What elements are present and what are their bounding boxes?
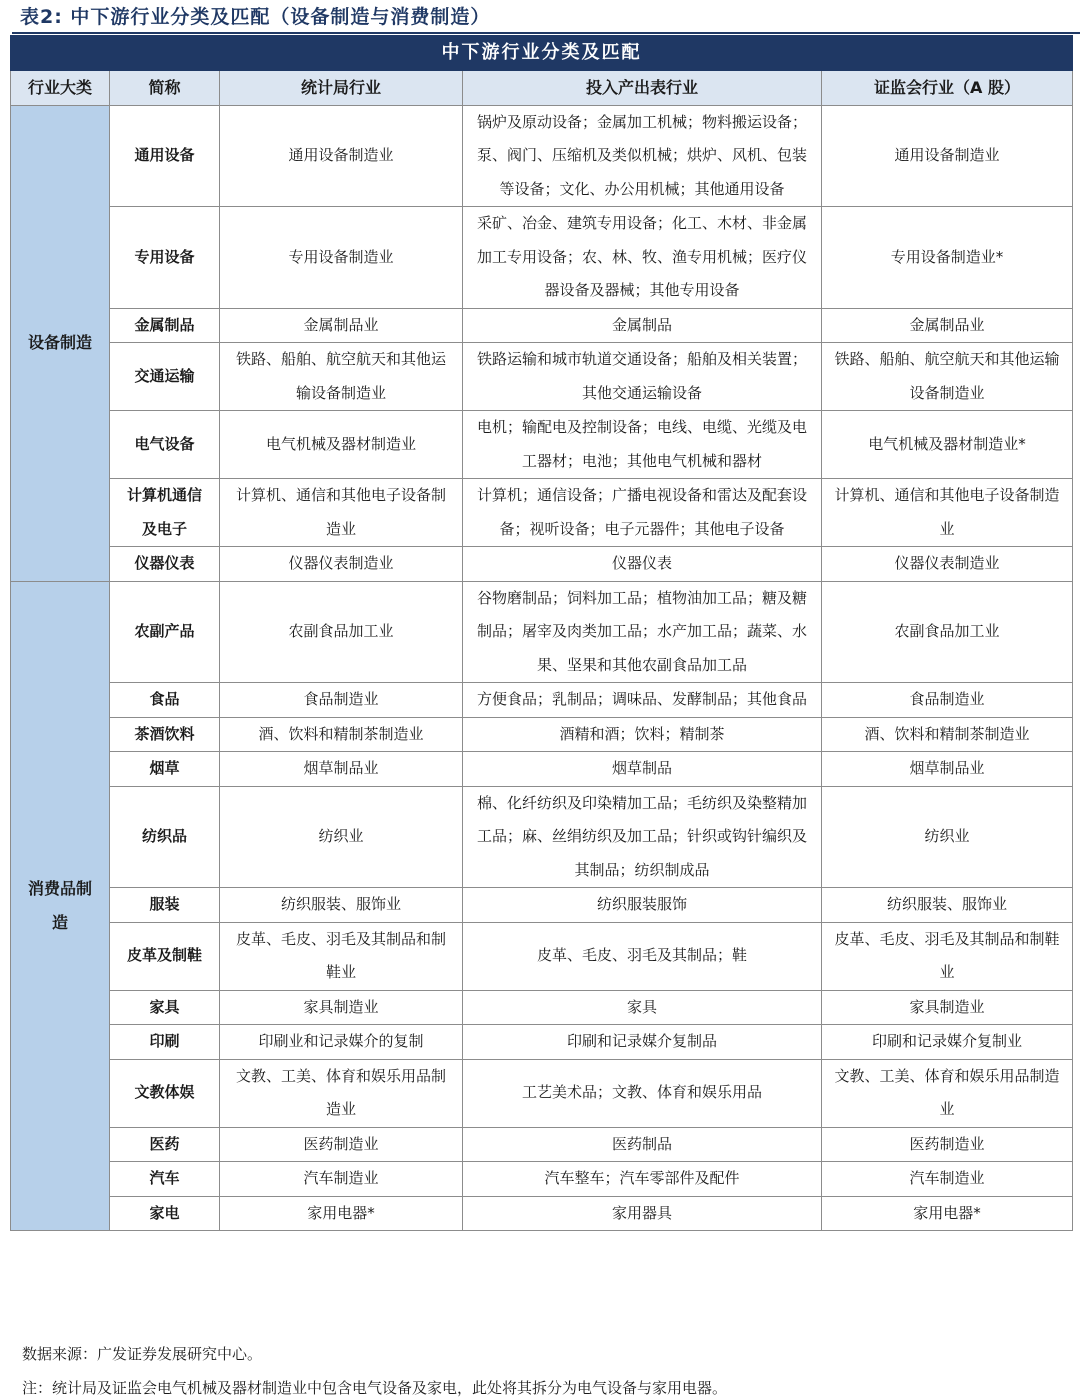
industry-matching-table xyxy=(10,35,1073,1231)
io-industry-cell: 铁路运输和城市轨道交通设备；船舶及相关装置；其他交通运输设备 xyxy=(463,343,822,411)
io-industry-cell: 印刷和记录媒介复制品 xyxy=(463,1025,822,1060)
stat-industry-cell: 家用电器* xyxy=(220,1196,463,1231)
table-row xyxy=(11,1025,1073,1060)
stat-industry-cell: 印刷业和记录媒介的复制 xyxy=(220,1025,463,1060)
abbr-cell: 电气设备 xyxy=(110,411,220,479)
table-row xyxy=(11,888,1073,923)
abbr-cell: 汽车 xyxy=(110,1162,220,1197)
table-row xyxy=(11,1127,1073,1162)
stat-industry-cell: 家具制造业 xyxy=(220,990,463,1025)
csrc-industry-cell: 皮革、毛皮、羽毛及其制品和制鞋业 xyxy=(822,922,1073,990)
stat-industry-cell: 铁路、船舶、航空航天和其他运输设备制造业 xyxy=(220,343,463,411)
table-row xyxy=(11,786,1073,888)
table-row xyxy=(11,683,1073,718)
csrc-industry-cell: 烟草制品业 xyxy=(822,752,1073,787)
category-cell: 设备制造 xyxy=(11,105,110,581)
io-industry-cell: 采矿、冶金、建筑专用设备；化工、木材、非金属加工专用设备；农、林、牧、渔专用机械；医疗仪器设备及器械；其他专用设备 xyxy=(463,207,822,309)
table-row xyxy=(11,752,1073,787)
csrc-industry-cell: 仪器仪表制造业 xyxy=(822,547,1073,582)
table-row xyxy=(11,479,1073,547)
io-industry-cell: 仪器仪表 xyxy=(463,547,822,582)
csrc-industry-cell: 金属制品业 xyxy=(822,308,1073,343)
csrc-industry-cell: 家具制造业 xyxy=(822,990,1073,1025)
csrc-industry-cell: 酒、饮料和精制茶制造业 xyxy=(822,717,1073,752)
header-csrc-industry: 证监会行业（A 股） xyxy=(822,70,1073,105)
abbr-cell: 交通运输 xyxy=(110,343,220,411)
stat-industry-cell: 医药制造业 xyxy=(220,1127,463,1162)
table-row xyxy=(11,717,1073,752)
header-abbr: 简称 xyxy=(110,70,220,105)
stat-industry-cell: 皮革、毛皮、羽毛及其制品和制鞋业 xyxy=(220,922,463,990)
csrc-industry-cell: 通用设备制造业 xyxy=(822,105,1073,207)
table-row xyxy=(11,207,1073,309)
table-body xyxy=(11,105,1073,1231)
table-caption: 表2: 中下游行业分类及匹配（设备制造与消费制造） xyxy=(20,6,491,28)
abbr-cell: 通用设备 xyxy=(110,105,220,207)
category-cell: 消费品制造 xyxy=(11,581,110,1231)
table-row xyxy=(11,343,1073,411)
io-industry-cell: 计算机；通信设备；广播电视设备和雷达及配套设备；视听设备；电子元器件；其他电子设备 xyxy=(463,479,822,547)
header-stat-industry: 统计局行业 xyxy=(220,70,463,105)
abbr-cell: 专用设备 xyxy=(110,207,220,309)
io-industry-cell: 皮革、毛皮、羽毛及其制品；鞋 xyxy=(463,922,822,990)
stat-industry-cell: 专用设备制造业 xyxy=(220,207,463,309)
stat-industry-cell: 酒、饮料和精制茶制造业 xyxy=(220,717,463,752)
abbr-cell: 仪器仪表 xyxy=(110,547,220,582)
table-row xyxy=(11,922,1073,990)
table-row xyxy=(11,411,1073,479)
io-industry-cell: 工艺美术品；文教、体育和娱乐用品 xyxy=(463,1059,822,1127)
csrc-industry-cell: 农副食品加工业 xyxy=(822,581,1073,683)
abbr-cell: 医药 xyxy=(110,1127,220,1162)
io-industry-cell: 纺织服装服饰 xyxy=(463,888,822,923)
header-io-industry: 投入产出表行业 xyxy=(463,70,822,105)
stat-industry-cell: 纺织业 xyxy=(220,786,463,888)
table-banner: 中下游行业分类及匹配 xyxy=(11,36,1073,71)
io-industry-cell: 谷物磨制品；饲料加工品；植物油加工品；糖及糖制品；屠宰及肉类加工品；水产加工品；蔬菜、水果、坚果和其他农副食品加工品 xyxy=(463,581,822,683)
abbr-cell: 计算机通信及电子 xyxy=(110,479,220,547)
csrc-industry-cell: 汽车制造业 xyxy=(822,1162,1073,1197)
stat-industry-cell: 通用设备制造业 xyxy=(220,105,463,207)
abbr-cell: 家具 xyxy=(110,990,220,1025)
stat-industry-cell: 食品制造业 xyxy=(220,683,463,718)
io-industry-cell: 家用器具 xyxy=(463,1196,822,1231)
io-industry-cell: 家具 xyxy=(463,990,822,1025)
abbr-cell: 纺织品 xyxy=(110,786,220,888)
csrc-industry-cell: 电气机械及器材制造业* xyxy=(822,411,1073,479)
csrc-industry-cell: 家用电器* xyxy=(822,1196,1073,1231)
io-industry-cell: 锅炉及原动设备；金属加工机械；物料搬运设备；泵、阀门、压缩机及类似机械；烘炉、风机、包装等设备；文化、办公用机械；其他通用设备 xyxy=(463,105,822,207)
abbr-cell: 食品 xyxy=(110,683,220,718)
abbr-cell: 皮革及制鞋 xyxy=(110,922,220,990)
stat-industry-cell: 电气机械及器材制造业 xyxy=(220,411,463,479)
stat-industry-cell: 文教、工美、体育和娱乐用品制造业 xyxy=(220,1059,463,1127)
table-row xyxy=(11,1059,1073,1127)
abbr-cell: 印刷 xyxy=(110,1025,220,1060)
abbr-cell: 家电 xyxy=(110,1196,220,1231)
table-row xyxy=(11,105,1073,207)
csrc-industry-cell: 计算机、通信和其他电子设备制造业 xyxy=(822,479,1073,547)
table-row xyxy=(11,990,1073,1025)
stat-industry-cell: 金属制品业 xyxy=(220,308,463,343)
stat-industry-cell: 纺织服装、服饰业 xyxy=(220,888,463,923)
caption-rule xyxy=(12,32,1080,34)
table-row xyxy=(11,1162,1073,1197)
csrc-industry-cell: 印刷和记录媒介复制业 xyxy=(822,1025,1073,1060)
io-industry-cell: 金属制品 xyxy=(463,308,822,343)
table-row xyxy=(11,1196,1073,1231)
io-industry-cell: 烟草制品 xyxy=(463,752,822,787)
csrc-industry-cell: 医药制造业 xyxy=(822,1127,1073,1162)
stat-industry-cell: 烟草制品业 xyxy=(220,752,463,787)
csrc-industry-cell: 食品制造业 xyxy=(822,683,1073,718)
stat-industry-cell: 农副食品加工业 xyxy=(220,581,463,683)
csrc-industry-cell: 文教、工美、体育和娱乐用品制造业 xyxy=(822,1059,1073,1127)
csrc-industry-cell: 纺织业 xyxy=(822,786,1073,888)
data-source: 数据来源：广发证券发展研究中心。 xyxy=(22,1345,263,1363)
abbr-cell: 农副产品 xyxy=(110,581,220,683)
csrc-industry-cell: 铁路、船舶、航空航天和其他运输设备制造业 xyxy=(822,343,1073,411)
abbr-cell: 茶酒饮料 xyxy=(110,717,220,752)
abbr-cell: 烟草 xyxy=(110,752,220,787)
abbr-cell: 金属制品 xyxy=(110,308,220,343)
csrc-industry-cell: 纺织服装、服饰业 xyxy=(822,888,1073,923)
stat-industry-cell: 仪器仪表制造业 xyxy=(220,547,463,582)
abbr-cell: 文教体娱 xyxy=(110,1059,220,1127)
table-row xyxy=(11,547,1073,582)
io-industry-cell: 方便食品；乳制品；调味品、发酵制品；其他食品 xyxy=(463,683,822,718)
table-row xyxy=(11,581,1073,683)
table-row xyxy=(11,308,1073,343)
stat-industry-cell: 计算机、通信和其他电子设备制造业 xyxy=(220,479,463,547)
abbr-cell: 服装 xyxy=(110,888,220,923)
io-industry-cell: 电机；输配电及控制设备；电线、电缆、光缆及电工器材；电池；其他电气机械和器材 xyxy=(463,411,822,479)
io-industry-cell: 棉、化纤纺织及印染精加工品；毛纺织及染整精加工品；麻、丝绢纺织及加工品；针织或钩针编织及其制品；纺织制成品 xyxy=(463,786,822,888)
header-category: 行业大类 xyxy=(11,70,110,105)
stat-industry-cell: 汽车制造业 xyxy=(220,1162,463,1197)
io-industry-cell: 医药制品 xyxy=(463,1127,822,1162)
footnote: 注：统计局及证监会电气机械及器材制造业中包含电气设备及家电，此处将其拆分为电气设备与家用电器。 xyxy=(22,1379,728,1397)
csrc-industry-cell: 专用设备制造业* xyxy=(822,207,1073,309)
io-industry-cell: 汽车整车；汽车零部件及配件 xyxy=(463,1162,822,1197)
io-industry-cell: 酒精和酒；饮料；精制茶 xyxy=(463,717,822,752)
